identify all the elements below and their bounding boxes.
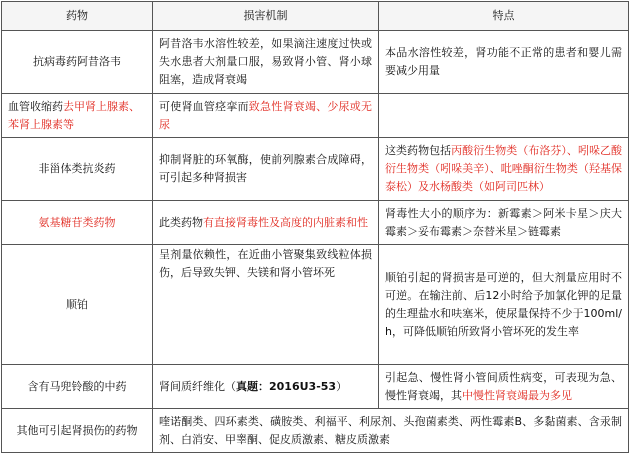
header-drug: 药物 [2,2,153,31]
features-highlight-text: 丙酸衍生物类（布洛芬）、吲哚乙酸衍生物类（吲哚美辛）、吡唑酮衍生物类（羟基保泰松）及水杨酸类（如阿司匹林） [385,144,623,193]
table-row [2,94,629,138]
header-features: 特点 [379,2,629,31]
features-text: 这类药物包括 [385,144,452,157]
drug-cell: 顺铂 [2,245,153,365]
features-text: 引起急、慢性肾小管间质性病变，可表现为急、慢性肾衰竭，其 [385,370,622,402]
table-row [2,365,629,409]
mechanism-text: 可使肾血管痉挛而 [159,99,249,113]
features-cell: 本品水溶性较差，肾功能不正常的患者和婴儿需要减少用量 [379,31,629,94]
mechanism-cell: 呈剂量依赖性，在近曲小管聚集致线粒体损伤，后导致失钾、失镁和肾小管坏死 [153,245,379,365]
drug-cell: 含有马兜铃酸的中药 [2,365,153,409]
features-cell: 肾毒性大小的顺序为：新霉素＞阿米卡星＞庆大霉素＞妥布霉素＞奈替米星＞链霉素 [379,201,629,245]
table-header-row [2,2,629,31]
mechanism-highlight-text: 有直接肾毒性及高度的内脏素和性 [203,215,368,229]
mechanism-cell [153,201,379,245]
features-highlight-text: 中慢性肾衰竭最为多见 [462,388,572,402]
features-cell [379,365,629,409]
table-row [2,31,629,94]
drug-cell: 抗病毒药阿昔洛韦 [2,31,153,94]
drug-text: 血管收缩药 [8,99,63,113]
drug-cell: 氨基糖苷类药物 [2,201,153,245]
mechanism-cell [153,94,379,138]
mechanism-text-end: ） [336,379,348,393]
mechanism-text: 此类药物 [159,215,203,229]
exam-reference: 真题：2016U3-53 [236,379,337,393]
table-row [2,138,629,201]
mechanism-cell [153,365,379,409]
drug-cell: 其他可引起肾损伤的药物 [2,409,153,453]
mechanism-text: 肾间质纤维化（ [159,379,236,393]
header-mechanism: 损害机制 [153,2,379,31]
mechanism-cell: 阿昔洛韦水溶性较差，如果滴注速度过快或失水患者大剂量口服，易致肾小管、肾小球阻塞，造成肾衰竭 [153,31,379,94]
drug-cell: 非甾体类抗炎药 [2,138,153,201]
mechanism-highlight-text: 致急性肾衰竭、少尿或无尿 [159,99,373,131]
features-cell [379,94,629,138]
drug-nephrotoxicity-table [1,1,629,453]
features-cell: 顺铂引起的肾损害是可逆的，但大剂量应用时不可逆。在输注前、后12小时给予加氯化钾的足量的生理盐水和呋塞米，使尿量保持不少于100ml/h，可降低顺铂所致肾小管坏死的发生率 [379,245,629,365]
table-row [2,201,629,245]
table-row [2,245,629,365]
table-row [2,409,629,453]
drug-highlight-text: 去甲肾上腺素、苯肾上腺素等 [8,99,140,131]
features-cell [379,138,629,201]
mechanism-cell: 抑制肾脏的环氧酶，使前列腺素合成障碍，可引起多种肾损害 [153,138,379,201]
mechanism-cell: 喹诺酮类、四环素类、磺胺类、利福平、利尿剂、头孢菌素类、两性霉素B、多黏菌素、含汞制剂、白消安、甲睾酮、促皮质激素、糖皮质激素 [153,409,629,453]
drug-cell [2,94,153,138]
